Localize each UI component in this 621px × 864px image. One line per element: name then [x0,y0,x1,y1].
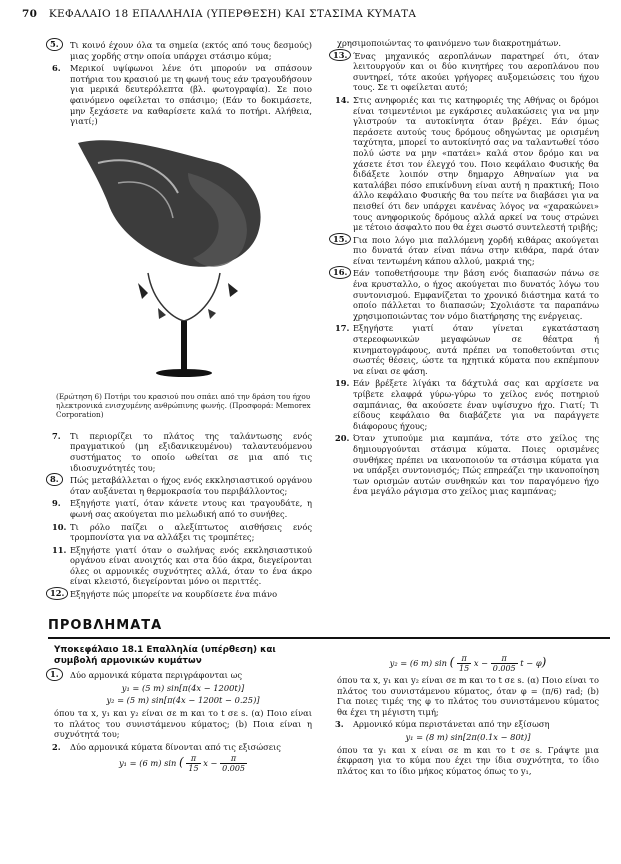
question-text: Για ποιο λόγο μια παλλόμενη χορδή κιθάρας ακούγεται πιο δυνατά όταν είναι πάνω στην κιθάρα, παρά όταν είναι τεντωμένη κάπου αλλού, μακριά της; [353,234,599,266]
problem-number: 1. [46,668,63,681]
right-column [333,38,599,499]
fraction-denominator: 15 [188,764,199,774]
question-11 [54,545,312,587]
problem-3-body: όπου τα y₁ και x είναι σε m και το t σε s. Γράψτε μια έκφραση για το κύμα που έχει την ίδια συχνότητα, το ίδιο πλάτος και το ίδιο μήκος κύματος όπως το y₁, [337,744,599,776]
question-number: 16. [329,266,351,279]
problem-2 [54,742,312,753]
question-text: Τι ρόλο παίζει ο αλεξίπτωτος αισθήσεις ενός τρομπονίστα για να αλλάξει τις τρομπέτες; [70,521,312,543]
problems-right-column [337,652,599,778]
equation-y2: y₂ = (5 m) sin[π(4x − 1200t − 0.25)] [106,695,260,706]
wine-glass-photo [58,133,310,388]
equation-p3: y₁ = (8 m) sin[2π(0.1x − 80t)] [405,731,531,742]
question-text: Στις ανηφοριές και τις κατηφοριές της Αθήνας οι δρόμοι είναι τσιμεντένιοι με εγκάρσιες αυλακώσεις για να μην γλιστρούν τα αυτοκίνητα όταν βρέχει. Εάν όμως περάσετε αυτούς τους δρόμους οδηγώντας με ορισμένη ταχύτητα, μπορεί το αυτοκίνητό σας να ταλαντωθεί τόσο πολύ ώστε να μην «πατάει» καλά στον δρόμο και να χάσετε έτσι τον έλεγχό του. Ποιο κεφάλαιο Φυσικής θα διδάξετε λοιπόν στην δημαρχο Αθηναίων για να καταλάβει πόσο επικίνδυνη είναι αυτή η πρακτική; Ποιο άλλο κεφάλαιο Φυσικής θα του πείτε να διαβάσει για να πεισθεί ότι δεν υπάρχει κανένας λόγος να «χαρακώνει» τους ανηφορικούς δρόμους αλλά αρκεί να τους στρώνει με τέτοιο άσφαλτο που θα έχει σωστό συντελεστή τριβής; [353,94,599,233]
question-5 [50,39,312,61]
problem-number: 3. [335,719,344,730]
question-number: 19. [335,378,350,389]
page-number: 70 [22,8,38,20]
question-16 [333,267,599,321]
question-12 [50,588,312,600]
problems-heading: ΠΡΟΒΛΗΜΑΤΑ [48,618,163,633]
question-15 [333,233,599,267]
question-13 [333,49,599,93]
question-text: Εξηγήστε πώς μπορείτε να κουρδίσετε ένα πιάνο [70,589,278,600]
question-text: Τι κοινό έχουν όλα τα σημεία (εκτός από τους δεσμούς) μιας χορδής στην οποία υπάρχει στάσιμο κύμα; [70,40,312,61]
fraction-numerator: π [220,754,247,764]
fraction-denominator: 0.005 [492,664,516,673]
fraction [491,654,518,673]
question-number: 11. [52,544,67,555]
question-number: 10. [52,521,67,532]
question-20 [337,433,599,497]
continued-text: χρησιμοποιώντας το φαινόμενο των διακροτημάτων. [337,38,561,48]
equation-p2-y1: y₁ = (6 m) sin ( $\frac{\pi}{15}$ x − $\frac{\pi}{0.005}$ [119,754,245,774]
equation-lhs: y₂ = (6 m) sin [389,658,448,668]
problem-text: Δύο αρμονικά κύματα περιγράφονται ως [70,670,242,681]
fraction-numerator: π [186,754,200,764]
question-number: 20. [335,433,350,444]
question-10 [54,522,312,543]
question-text: Εξηγήστε γιατί όταν γίνεται εγκατάσταση στερεοφωνικών μεγαφώνων σε θέατρα ή κινηματογράφους, αυτά πρέπει να τοποθετούνται στις σωστές θέσεις, ώστε τα ηχητικά κύματα που εκπέμπουν να είναι σε φάση. [353,323,599,376]
equation-p2-y2: y₂ = (6 m) sin ( $\frac{\pi}{15}$ x − $\frac{\pi}{0.005}$ t − φ) [389,654,547,673]
question-text: Εάν βρέξετε λίγάκι τα δάχτυλά σας και αρχίσετε να τρίβετε ελαφρά γύρω-γύρω το χείλος ενός ποτηριού σαμπάνιας, θα ακούσετε έναν υψίσυχνο ήχο. Γιατί; Τι είδους κεφάλαιο θα διαβάζετε για να παράγγετε διάφορους ήχους; [353,378,599,431]
problem-number: 2. [52,741,61,752]
problem-2-body: όπου τα x, y₁ και y₂ είναι σε m και το t σε s. (α) Ποιο είναι το πλάτος του συνιστάμενου κύματος, όταν φ = (π/6) rad; (b) Για ποιες τιμές της φ το πλάτος του συνιστάμενου κύματος θα έχει τη μέγιστη τιμή; [337,675,599,717]
question-number: 7. [52,430,61,441]
question-text: Μερικοί υψίφωνοι λένε ότι μπορούν να σπάσουν ποτήρια του κρασιού με τη φωνή τους εάν τραγουδήσουν για μερικά δευτερόλεπτα (βλ. φωτογραφία). Σε ποιο φαινόμενο οφείλεται το σπάσιμο; (Εάν το δοκιμάσετε, μην ξεχάσετε να καθαρίσετε καλά το ποτήρι. Αλήθεια, γιατί;) [70,63,312,127]
question-text: Τι περιορίζει το πλάτος της ταλάντωσης ενός πραγματικού (μη εξιδανικευμένου) ταλαντευόμενου συστήματος το οποίο ωθείται σε μια από τις ιδιοσυχνότητές του; [70,430,312,473]
equation-lhs: y₁ = (6 m) sin [119,758,177,769]
question-14 [337,95,599,233]
question-number: 8. [46,473,63,486]
fraction-denominator: 0.005 [222,764,245,774]
equation-y1: y₁ = (5 m) sin[π(4x − 1200t)] [121,682,245,693]
question-6 [54,63,312,127]
problem-3 [337,719,599,730]
question-number: 15. [329,233,351,246]
left-column [50,39,312,602]
question-text: Εξηγήστε γιατί όταν ο σωλήνας ενός εκκλησιαστικού οργάνου είναι ανοιχτός και στα δύο άκρα, διεγείρονται όλες οι αρμονικές συχνότητες αλλά, όταν το ένα άκρο είναι κλειστό, διεγείρονται μόνο οι περιττές. [70,544,312,587]
question-text: Όταν χτυπούμε μια καμπάνα, τότε στο χείλος της δημιουργούνται στάσιμα κύματα. Ποιες ορισμένες συνθήκες πρέπει να ικανοποιούν τα στάσιμα κύματα για να υπάρξει συντονισμός; Πώς επηρεάζει την ικανοποίηση των ορισμών αυτών συνθηκών και τον παραγόμενο ήχο ένα μεγάλο ράγισμα στο χείλος μιας καμπάνας; [353,433,599,497]
question-7 [54,431,312,473]
chapter-title: ΚΕΦΑΛΑΙΟ 18 ΕΠΑΛΛΗΛΙΑ (ΥΠΕΡΘΕΣΗ) ΚΑΙ ΣΤΑΣΙΜΑ ΚΥΜΑΤΑ [48,8,417,20]
fraction [457,654,471,673]
problems-left-column [50,645,312,775]
question-text: Ένας μηχανικός αεροπλάνων παρατηρεί ότι, όταν λειτουργούν και οι δύο κινητήρες του αεροπλάνου που συντηρεί, τότε ακούει γρήγορες αυξομειώσεις του ήχου τους. Σε τι οφείλεται αυτό; [353,50,599,93]
fraction-numerator: π [491,654,518,664]
problem-1-body: όπου τα x, y₁ και y₂ είναι σε m και το t σε s. (α) Ποιο είναι το πλάτος του συνιστάμενου κύματος; (b) Ποια είναι η συχνότητά του; [54,707,312,740]
question-9 [54,498,312,519]
fraction-denominator: 15 [459,664,470,673]
question-number: 13. [329,49,351,62]
problem-text: Δύο αρμονικά κύματα δίνονται από τις εξισώσεις [70,741,281,752]
question-number: 14. [335,94,350,105]
fraction-numerator: π [457,654,471,664]
question-8 [50,474,312,496]
question-17 [337,323,599,376]
question-number: 17. [335,323,350,334]
problem-text: Αρμονικό κύμα περιστάνεται από την εξίσωση [353,719,550,730]
fraction [186,754,200,773]
question-number: 12. [46,587,68,600]
fraction [220,754,247,773]
question-number: 9. [52,498,61,509]
section-rule [48,637,610,639]
subsection-heading: Υποκεφάλαιο 18.1 Επαλληλία (υπέρθεση) και συμβολή αρμονικών κυμάτων [54,645,276,666]
photo-caption: (Ερώτηση 6) Ποτήρι του κρασιού που σπάει από την δράση του ήχου ηλεκτρονικά ενισχυμένης ανθρώπινης φωνής. (Προσφορά: Memorex Corporation) [56,391,311,419]
question-19 [337,378,599,431]
page-header [22,8,612,20]
question-number: 5. [46,38,63,51]
question-text: Εξηγήστε γιατί, όταν κάνετε ντους και τραγουδάτε, η φωνή σας ακούγεται πιο μελωδική από το συνήθες. [70,498,312,519]
wine-glass-illustration [58,133,310,388]
question-text: Πώς μεταβάλλεται ο ήχος ενός εκκλησιαστικού οργάνου όταν αυξάνεται η θερμοκρασία του περιβάλλοντος; [70,475,312,496]
question-number: 6. [52,63,61,74]
problem-1 [50,669,312,681]
question-text: Εάν τοποθετήσουμε την βάση ενός διαπασών πάνω σε ένα κρυσταλλο, ο ήχος ακούγεται πιο δυνατός λόγω του συντονισμού. Εμφανίζεται το χρονικό διάστημα κατά το οποίο πάλλεται το διαπασών; Σχολιάστε τα παραπάνω χρησιμοποιώντας τον νόμο διατήρησης της ενέργειας. [353,268,599,321]
